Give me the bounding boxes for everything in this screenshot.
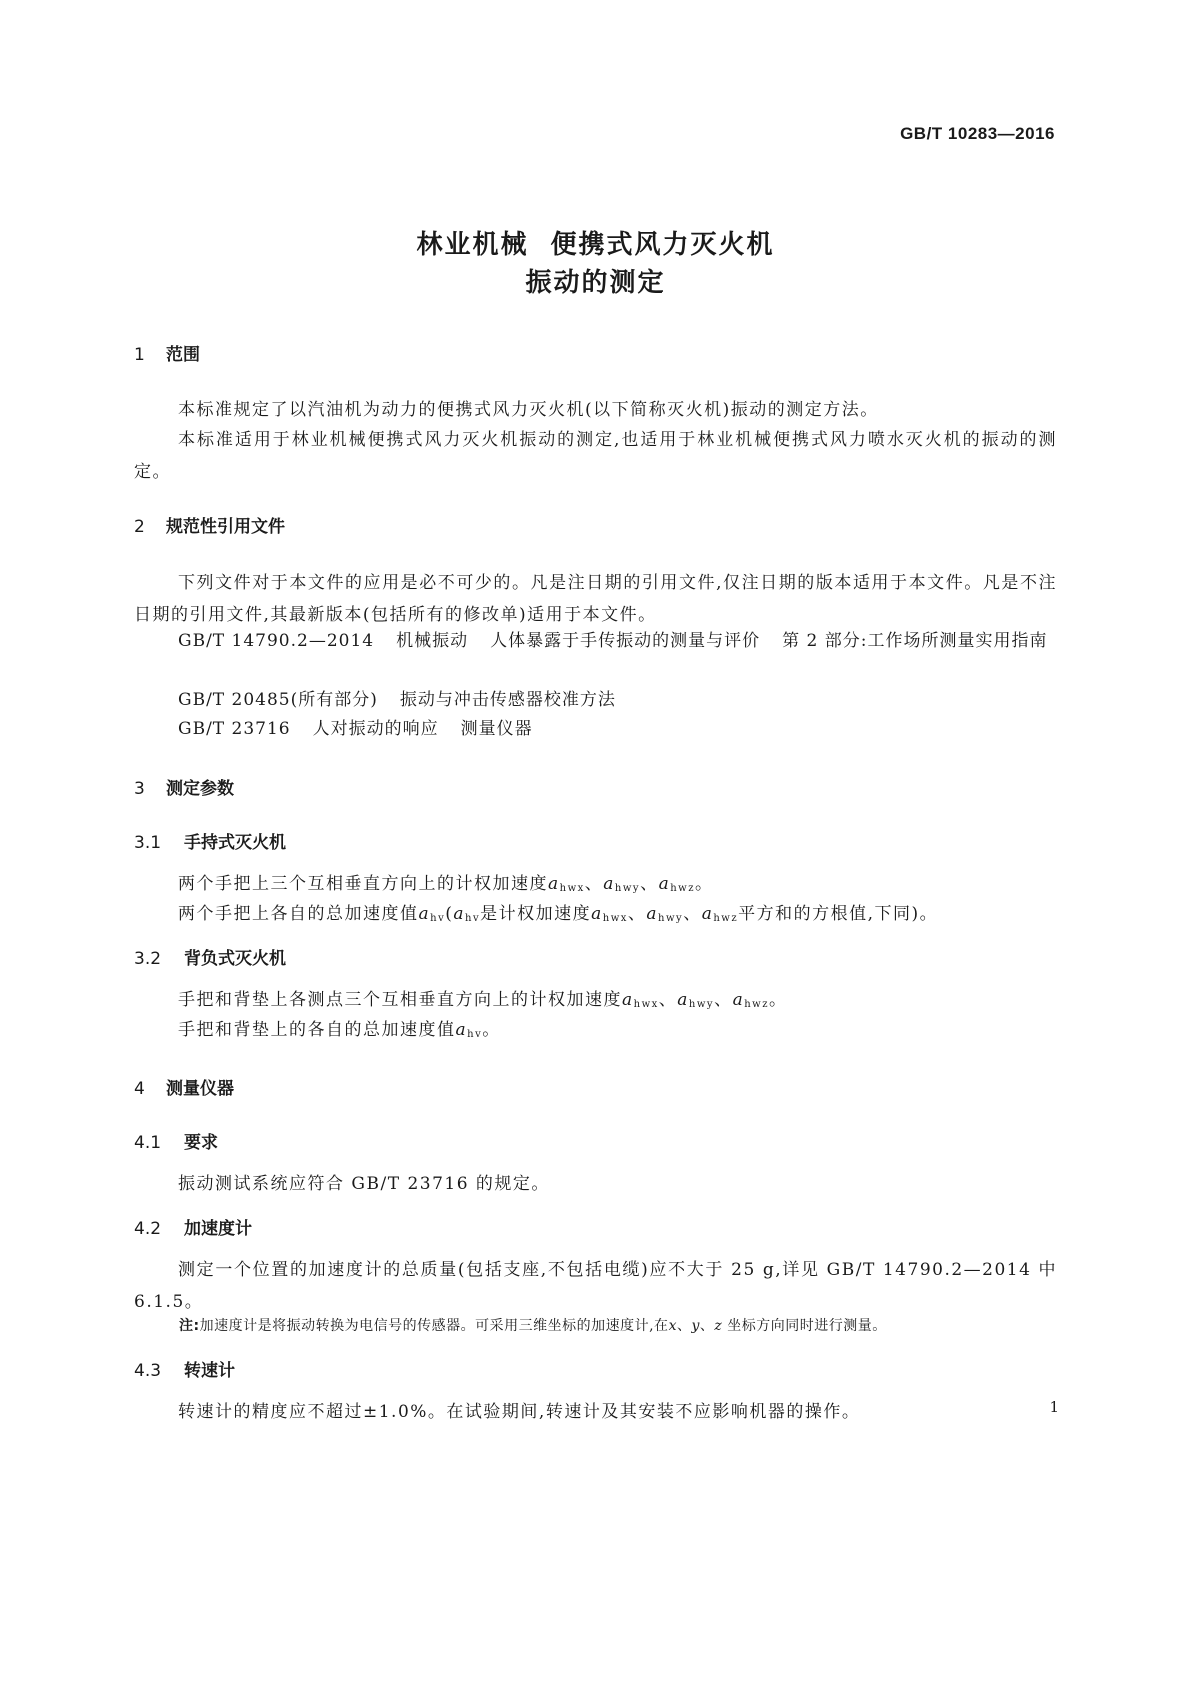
section-number: 3 <box>134 779 145 799</box>
section-3-2-heading <box>134 944 286 969</box>
section-1-heading <box>134 340 200 365</box>
reference-code: GB/T 14790.2—2014 <box>178 631 375 651</box>
section-4-3-heading <box>134 1356 235 1381</box>
reference-code: GB/T 23716 <box>178 719 291 739</box>
reference-title-b: 人体暴露于手传振动的测量与评价 <box>490 631 761 651</box>
section-3-1-heading <box>134 828 286 853</box>
document-title <box>0 226 1191 302</box>
reference-title-a: 振动与冲击传感器校准方法 <box>399 690 616 710</box>
section-2-paragraph-1: 下列文件对于本文件的应用是必不可少的。凡是注日期的引用文件,仅注日期的版本适用于本文件。凡是不注日期的引用文件,其最新版本(包括所有的修改单)适用于本文件。 <box>134 573 1057 625</box>
reference-title-a: 机械振动 <box>396 631 469 651</box>
subsection-number: 4.1 <box>134 1133 162 1153</box>
section-number: 1 <box>134 345 145 365</box>
section-title: 测定参数 <box>166 779 234 799</box>
note: 注:加速度计是将振动转换为电信号的传感器。可采用三维坐标的加速度计,在x、y、z 坐标方向同时进行测量。 <box>179 1318 887 1334</box>
section-1-paragraph-2: 本标准适用于林业机械便携式风力灭火机振动的测定,也适用于林业机械便携式风力喷水灭火机的振动的测定。 <box>134 430 1057 482</box>
subsection-title: 手持式灭火机 <box>184 833 286 853</box>
reference-title-b: 测量仪器 <box>460 719 533 739</box>
section-3-1-paragraph-2: 两个手把上各自的总加速度值$a_{hv}(a_{hv}$是计权加速度$a_{hwx}$、$a_{hwy}$、$a_{hwz}$平方和的方根值,下同)。 <box>178 904 939 924</box>
section-3-1-paragraph-1: 两个手把上三个互相垂直方向上的计权加速度$a_{hwx}$、$a_{hwy}$、$a_{hwz}$。 <box>178 874 714 894</box>
section-number: 2 <box>134 517 145 537</box>
section-number: 4 <box>134 1079 145 1099</box>
section-4-heading <box>134 1074 234 1099</box>
reference-title-a: 人对振动的响应 <box>312 719 439 739</box>
title-line-1 <box>0 226 1191 264</box>
subsection-title: 加速度计 <box>184 1219 252 1239</box>
page-number: 1 <box>1049 1398 1059 1416</box>
title-part-b: 便携式风力灭火机 <box>550 230 775 260</box>
standard-code: GB/T 10283—2016 <box>900 124 1055 143</box>
section-title: 测量仪器 <box>166 1079 234 1099</box>
section-4-2-heading <box>134 1214 252 1239</box>
section-4-1-heading <box>134 1128 218 1153</box>
title-part-a: 林业机械 <box>416 230 529 260</box>
section-4-2-paragraph-1: 测定一个位置的加速度计的总质量(包括支座,不包括电缆)应不大于 25 g,详见 GB/T 14790.2—2014 中 6.1.5。 <box>134 1260 1057 1312</box>
section-3-2-paragraph-1: 手把和背垫上各测点三个互相垂直方向上的计权加速度$a_{hwx}$、$a_{hwy}$、$a_{hwz}$。 <box>178 990 788 1010</box>
section-4-3-paragraph-1: 转速计的精度应不超过±1.0%。在试验期间,转速计及其安装不应影响机器的操作。 <box>178 1402 861 1422</box>
subsection-number: 4.2 <box>134 1219 162 1239</box>
subsection-title: 转速计 <box>184 1361 235 1381</box>
section-4-1-paragraph-1: 振动测试系统应符合 GB/T 23716 的规定。 <box>178 1174 550 1194</box>
reference-code: GB/T 20485(所有部分) <box>178 690 378 710</box>
reference-item <box>134 684 1057 716</box>
section-title: 规范性引用文件 <box>166 517 285 537</box>
subsection-number: 3.1 <box>134 833 162 853</box>
reference-title-c: 第 2 部分:工作场所测量实用指南 <box>782 631 1048 651</box>
note-label: 注: <box>179 1318 200 1334</box>
section-title: 范围 <box>166 345 200 365</box>
section-2-heading <box>134 512 285 537</box>
section-3-heading <box>134 774 234 799</box>
subsection-title: 背负式灭火机 <box>184 949 286 969</box>
subsection-number: 3.2 <box>134 949 162 969</box>
reference-item <box>134 713 1057 745</box>
title-line-2: 振动的测定 <box>525 268 666 298</box>
subsection-title: 要求 <box>184 1133 218 1153</box>
section-3-2-paragraph-2: 手把和背垫上的各自的总加速度值$a_{hv}$。 <box>178 1020 501 1040</box>
reference-item <box>134 625 1057 657</box>
section-1-paragraph-1: 本标准规定了以汽油机为动力的便携式风力灭火机(以下简称灭火机)振动的测定方法。 <box>178 400 879 420</box>
subsection-number: 4.3 <box>134 1361 162 1381</box>
